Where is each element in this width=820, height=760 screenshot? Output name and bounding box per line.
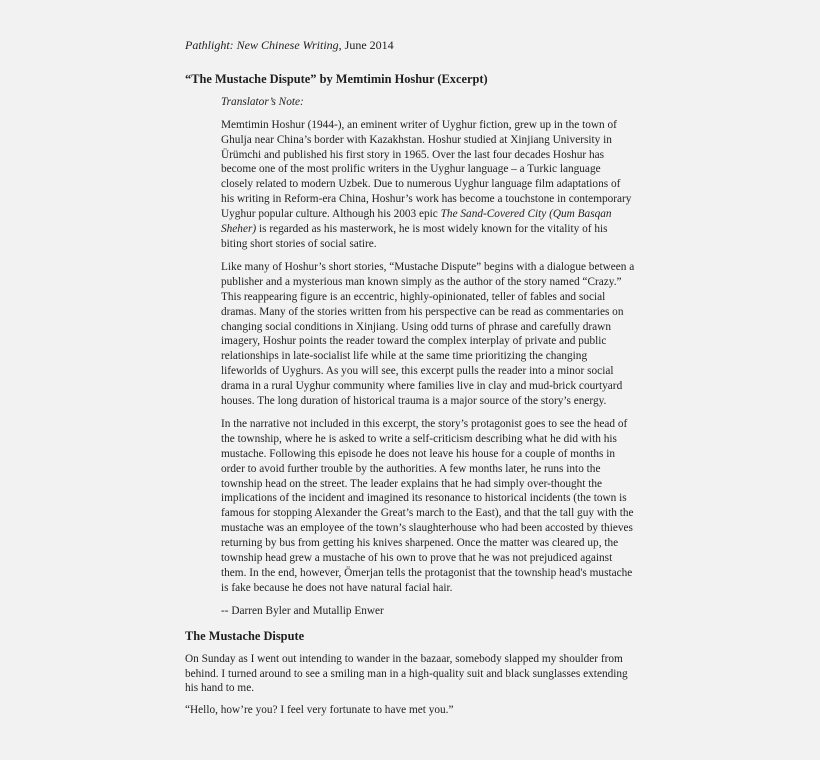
translator-note-paragraph-3: In the narrative not included in this excerpt, the story’s protagonist goes to see the head of the township, where he is asked to write a self-criticism describing what he did with his mustache. Following this episode he does not leave his house for a couple of months in order to avoid further trouble by the authorities. A few months later, he runs into the township head on the street. The leader explains that he had simply over-thought the implications of the incident and imagined its resonance to historical incidents (the town is famous for stopping Alexander the Great’s march to the East), and that the tall guy with the mustache was an employee of the town’s slaughterhouse who had been accosted by thieves returning by bus from getting his knives sharpened. Once the matter was cleared up, the township head grew a mustache of his own to prove that he was not prejudiced against them. In the end, however, Ömerjan tells the protagonist that the township head's mustache is fake because he does not have natural facial hair.: [221, 417, 634, 594]
story-paragraph-2: “Hello, how’re you? I feel very fortunate to have met you.”: [185, 704, 454, 717]
story-paragraph-1: On Sunday as I went out intending to wander in the bazaar, somebody slapped my shoulder from behind. I turned around to see a smiling man in a high-quality suit and black sunglasses extending his hand to me.: [185, 652, 628, 695]
translator-note-paragraph-2: Like many of Hoshur’s short stories, “Mustache Dispute” begins with a dialogue between a publisher and a mysterious man known simply as the author of the story named “Crazy.” This reappearing figure is an eccentric, highly-opinionated, teller of fables and social dramas. Many of the stories written from his perspective can be read as commentaries on changing social conditions in Xinjiang. Using odd turns of phrase and carefully drawn imagery, Hoshur points the reader toward the complex interplay of private and public relationships in late-socialist life while at the same time prioritizing the changing lifeworlds of Uyghurs. As you will see, this excerpt pulls the reader into a minor social drama in a rural Uyghur community where families live in clay and mud-brick courtyard houses. The long duration of historical trauma is a major source of the story’s energy.: [221, 260, 635, 408]
translator-note-block: [221, 95, 635, 619]
story-heading: The Mustache Dispute: [185, 628, 305, 643]
book-title: The Sand-Covered City (Qum Basqan Sheher): [221, 208, 612, 236]
translator-signature: -- Darren Byler and Mutallip Enwer: [221, 604, 384, 617]
paragraph-text: Memtimin Hoshur (1944-), an eminent writer of Uyghur fiction, grew up in the town of Ghulja near China’s border with Kazakhstan. Hoshur studied at Xinjiang University in Ürümchi and published his first story in 1965. Over the last four decades Hoshur has become one of the most prolific writers in the Uyghur language – a Turkic language closely related to modern Uzbek. Due to numerous Uyghur language film adaptations of his writing in Reform-era China, Hoshur’s work has become a touchstone in contemporary Uyghur popular culture. Although his 2003 epic: [221, 118, 632, 221]
journal-name: Pathlight: New Chinese Writing: [185, 38, 339, 52]
translator-note-heading: Translator’s Note:: [221, 95, 304, 108]
running-header: [185, 38, 635, 53]
article-title: “The Mustache Dispute” by Memtimin Hoshur (Excerpt): [185, 71, 488, 86]
document-content: [185, 38, 635, 725]
paragraph-text: is regarded as his masterwork, he is most widely known for the vitality of his biting short stories of social satire.: [221, 223, 608, 250]
issue-date: , June 2014: [338, 38, 394, 52]
translator-note-paragraph-1: [221, 118, 635, 252]
